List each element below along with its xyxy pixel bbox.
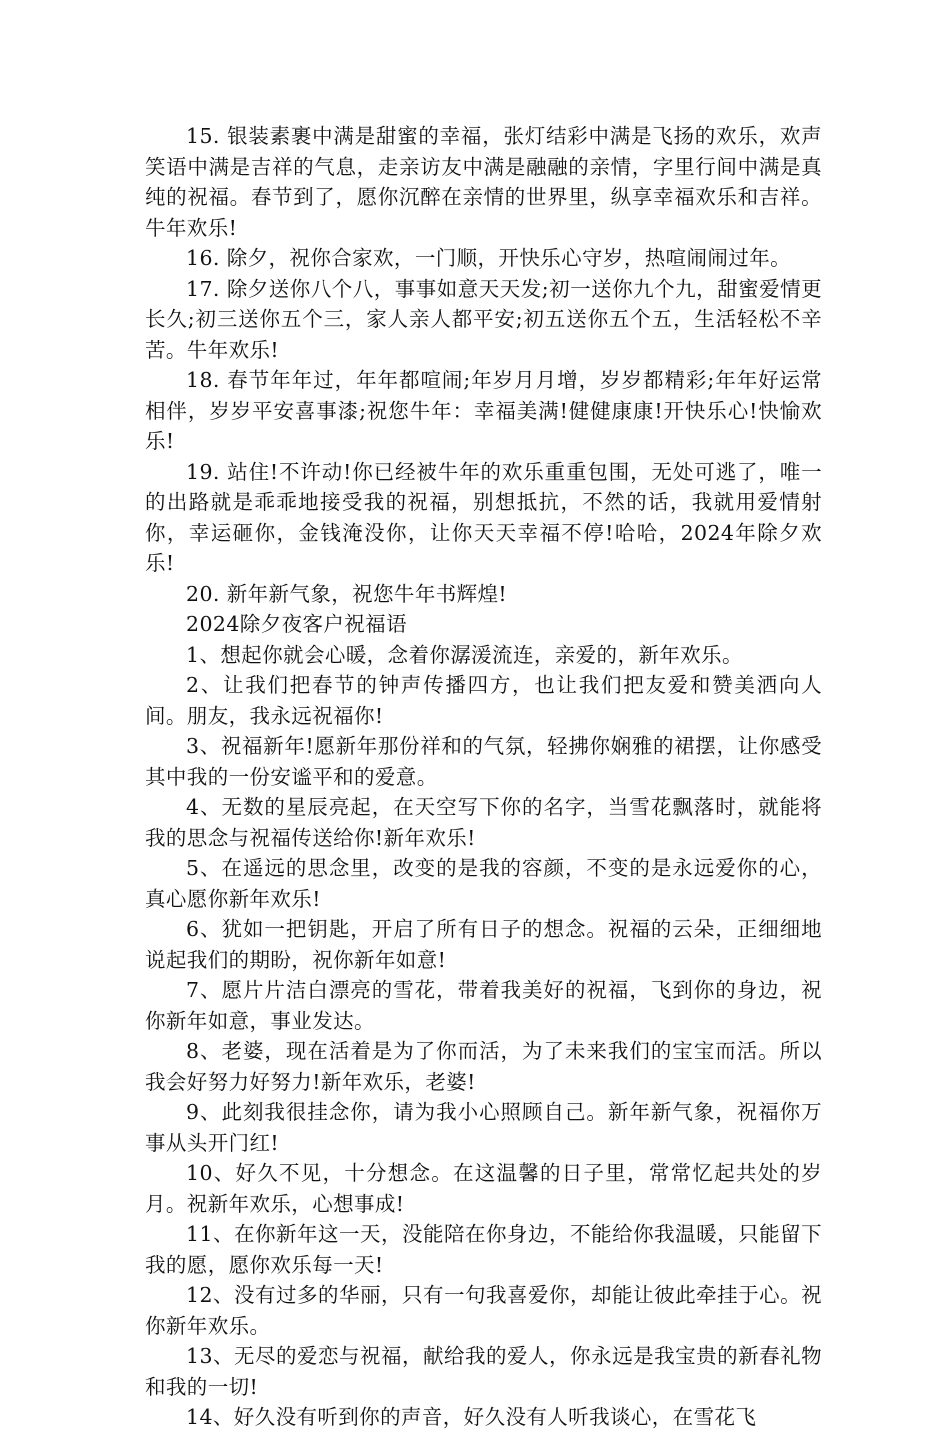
list-item-2: 2、让我们把春节的钟声传播四方，也让我们把友爱和赞美洒向人间。朋友，我永远祝福你! [145, 673, 822, 728]
list-item-13: 13、无尽的爱恋与祝福，献给我的爱人，你永远是我宝贵的新春礼物和我的一切! [145, 1344, 822, 1399]
list-item-11: 11、在你新年这一天，没能陪在你身边，不能给你我温暖，只能留下我的愿，愿你欢乐每一天! [145, 1222, 822, 1277]
section-heading: 2024除夕夜客户祝福语 [186, 612, 407, 636]
list-item-14: 14、好久没有听到你的声音，好久没有人听我谈心，在雪花飞 [186, 1405, 757, 1429]
list-item-6: 6、犹如一把钥匙，开启了所有日子的想念。祝福的云朵，正细细地说起我们的期盼，祝你新年如意! [145, 917, 822, 972]
list-item-12: 12、没有过多的华丽，只有一句我喜爱你，却能让彼此牵挂于心。祝你新年欢乐。 [145, 1283, 822, 1338]
paragraph-19: 19. 站住!不许动!你已经被牛年的欢乐重重包围，无处可逃了，唯一的出路就是乖乖地接受我的祝福，别想抵抗，不然的话，我就用爱情射你，幸运砸你，金钱淹没你，让你天天幸福不停!哈哈，2024年除夕欢乐! [145, 459, 822, 575]
list-item-5: 5、在遥远的思念里，改变的是我的容颜，不变的是永远爱你的心，真心愿你新年欢乐! [145, 856, 822, 911]
list-item-10: 10、好久不见，十分想念。在这温馨的日子里，常常忆起共处的岁月。祝新年欢乐，心想事成! [145, 1161, 822, 1216]
paragraph-16: 16. 除夕，祝你合家欢，一门顺，开快乐心守岁，热喧闹闹过年。 [186, 246, 792, 270]
list-item-7: 7、愿片片洁白漂亮的雪花，带着我美好的祝福，飞到你的身边，祝你新年如意，事业发达。 [145, 978, 822, 1033]
list-item-8: 8、老婆，现在活着是为了你而活，为了未来我们的宝宝而活。所以我会好努力好努力!新年欢乐，老婆! [145, 1039, 822, 1094]
paragraph-17: 17. 除夕送你八个八，事事如意天天发;初一送你九个九，甜蜜爱情更长久;初三送你五个三，家人亲人都平安;初五送你五个五，生活轻松不辛苦。牛年欢乐! [145, 276, 822, 362]
list-item-4: 4、无数的星辰亮起，在天空写下你的名字，当雪花飘落时，就能将我的思念与祝福传送给你!新年欢乐! [145, 795, 822, 850]
list-item-9: 9、此刻我很挂念你，请为我小心照顾自己。新年新气象，祝福你万事从头开门红! [145, 1100, 822, 1155]
paragraph-20: 20. 新年新气象，祝您牛年书辉煌! [186, 581, 508, 606]
list-item-3: 3、祝福新年!愿新年那份祥和的气氛，轻拂你娴雅的裙摆，让你感受其中我的一份安谧平和的爱意。 [145, 734, 822, 789]
list-item-1: 1、想起你就会心暖，念着你潺湲流连，亲爱的，新年欢乐。 [186, 642, 743, 667]
paragraph-18: 18. 春节年年过，年年都喧闹;年岁月月增，岁岁都精彩;年年好运常相伴，岁岁平安喜事漆;祝您牛年：幸福美满!健健康康!开快乐心!快愉欢乐! [145, 368, 822, 453]
paragraph-15: 15. 银装素裹中满是甜蜜的幸福，张灯结彩中满是飞扬的欢乐，欢声笑语中满是吉祥的气息，走亲访友中满是融融的亲情，字里行间中满是真纯的祝福。春节到了，愿你沉醉在亲情的世界里，纵享幸福欢乐和吉祥。牛年欢乐! [145, 124, 822, 240]
